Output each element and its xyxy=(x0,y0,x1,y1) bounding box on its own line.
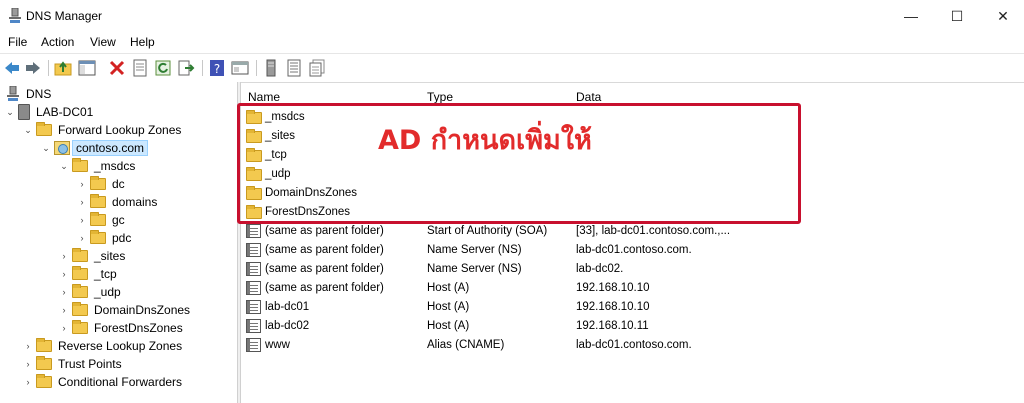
tree-item-tcp[interactable] xyxy=(58,265,117,283)
list-item[interactable] xyxy=(241,279,1024,298)
back-icon[interactable] xyxy=(3,59,21,77)
tree-item-label: dc xyxy=(112,177,125,191)
close-button[interactable]: ✕ xyxy=(997,7,1009,24)
tree-item-udp[interactable] xyxy=(58,283,121,301)
help-icon[interactable] xyxy=(208,59,226,77)
folder-icon xyxy=(72,286,88,298)
list-item-type: Host (A) xyxy=(427,301,470,313)
minimize-button[interactable]: — xyxy=(904,8,918,24)
chevron-right-icon[interactable]: › xyxy=(80,215,84,225)
chevron-right-icon[interactable]: › xyxy=(62,323,66,333)
folder-icon xyxy=(72,268,88,280)
tree-item-label: _msdcs xyxy=(94,159,136,173)
folder-icon xyxy=(90,232,106,244)
tree-item-lab-dc01[interactable] xyxy=(4,103,93,121)
tree-item-label: Reverse Lookup Zones xyxy=(58,339,183,353)
tree-item-label: contoso.com xyxy=(72,140,148,156)
chevron-right-icon[interactable]: › xyxy=(80,233,84,243)
tree-item-forward-lookup-zones[interactable] xyxy=(22,121,181,139)
dns-icon xyxy=(6,86,20,102)
list-item-name: (same as parent folder) xyxy=(265,282,384,294)
chevron-right-icon[interactable]: › xyxy=(26,341,30,351)
title-bar xyxy=(0,0,1024,32)
server-icon xyxy=(18,104,30,120)
tree-item-label: Forward Lookup Zones xyxy=(58,123,182,137)
column-header-data[interactable]: Data xyxy=(576,90,602,104)
list-item-name: _msdcs xyxy=(265,111,305,123)
list-item-name: lab-dc01 xyxy=(265,301,310,313)
window-title: DNS Manager xyxy=(26,9,103,23)
list-item-name: ForestDnsZones xyxy=(265,206,351,218)
tree-item-msdcs[interactable] xyxy=(58,157,135,175)
list-item[interactable] xyxy=(241,260,1024,279)
list-item-type: Name Server (NS) xyxy=(427,244,522,256)
folder-icon xyxy=(90,178,106,190)
record-icon xyxy=(246,319,261,333)
list-item-type: Host (A) xyxy=(427,282,470,294)
list-item-name: www xyxy=(265,339,290,351)
records-icon[interactable] xyxy=(308,59,326,77)
show-hide-tree-icon[interactable] xyxy=(78,59,96,77)
list-icon[interactable] xyxy=(285,59,303,77)
list-item[interactable] xyxy=(241,222,1024,241)
console-icon[interactable] xyxy=(231,59,249,77)
delete-icon[interactable] xyxy=(108,59,126,77)
tree-item-label: LAB-DC01 xyxy=(36,105,94,119)
tree-item-label: Trust Points xyxy=(58,357,122,371)
list-item[interactable] xyxy=(241,317,1024,336)
list-item-type: Host (A) xyxy=(427,320,470,332)
list-item-type: Name Server (NS) xyxy=(427,263,522,275)
list-item-name: _udp xyxy=(265,168,291,180)
folder-icon xyxy=(36,358,52,370)
dns-manager-app-icon xyxy=(8,8,22,24)
list-item-name: (same as parent folder) xyxy=(265,263,384,275)
chevron-right-icon[interactable]: › xyxy=(26,359,30,369)
list-item-type: Alias (CNAME) xyxy=(427,339,505,351)
list-item-data: 192.168.10.11 xyxy=(576,320,649,332)
toolbar xyxy=(0,53,1024,83)
tree-item-dns[interactable] xyxy=(6,85,51,103)
list-item-name: (same as parent folder) xyxy=(265,244,384,256)
menu-bar xyxy=(0,32,1024,52)
list-item[interactable] xyxy=(241,298,1024,317)
export-list-icon[interactable] xyxy=(177,59,195,77)
chevron-down-icon[interactable]: ⌄ xyxy=(6,106,14,117)
toolbar-separator xyxy=(202,60,203,76)
record-icon xyxy=(246,300,261,314)
tree-item-label: _tcp xyxy=(94,267,117,281)
list-item-data: lab-dc01.contoso.com. xyxy=(576,339,692,351)
record-icon xyxy=(246,243,261,257)
chevron-right-icon[interactable]: › xyxy=(26,377,30,387)
tree-item-label: _udp xyxy=(94,285,121,299)
list-item[interactable] xyxy=(241,336,1024,355)
tree-item-trust-points[interactable] xyxy=(22,355,122,373)
chevron-down-icon[interactable]: ⌄ xyxy=(60,160,68,171)
menu-help[interactable]: Help xyxy=(130,35,155,49)
chevron-right-icon[interactable]: › xyxy=(62,305,66,315)
maximize-button[interactable]: ☐ xyxy=(950,7,964,24)
chevron-right-icon[interactable]: › xyxy=(80,179,84,189)
console-tree xyxy=(0,82,237,403)
chevron-down-icon[interactable]: ⌄ xyxy=(42,142,50,153)
folder-icon xyxy=(36,340,52,352)
tree-item-label: ForestDnsZones xyxy=(94,321,183,335)
zone-icon xyxy=(54,141,70,155)
tree-item-label: _sites xyxy=(94,249,126,263)
menu-file[interactable]: File xyxy=(8,35,28,49)
chevron-right-icon[interactable]: › xyxy=(62,251,66,261)
tree-item-forestdnszones[interactable] xyxy=(58,319,183,337)
tree-item-domains[interactable] xyxy=(76,193,157,211)
list-item[interactable] xyxy=(241,241,1024,260)
refresh-icon[interactable] xyxy=(154,59,172,77)
folder-icon xyxy=(72,304,88,316)
tree-item-conditional-forwarders[interactable] xyxy=(22,373,182,391)
tree-item-contoso-com[interactable] xyxy=(40,139,148,157)
tree-item-pdc[interactable] xyxy=(76,229,131,247)
chevron-down-icon[interactable]: ⌄ xyxy=(24,124,32,135)
list-item-data: [33], lab-dc01.contoso.com.,... xyxy=(576,225,731,237)
list-item-name: DomainDnsZones xyxy=(265,187,358,199)
tree-item-label: Conditional Forwarders xyxy=(58,375,183,389)
list-item-type: Start of Authority (SOA) xyxy=(427,225,548,237)
folder-icon xyxy=(72,160,88,172)
list-item-name: (same as parent folder) xyxy=(265,225,384,237)
properties-icon[interactable] xyxy=(131,59,149,77)
record-icon xyxy=(246,262,261,276)
list-item-name: _sites xyxy=(265,130,296,142)
svg-text:?: ? xyxy=(213,62,221,76)
tree-item-domaindnszones[interactable] xyxy=(58,301,190,319)
folder-icon xyxy=(36,124,52,136)
menu-view[interactable]: View xyxy=(90,35,116,49)
list-item-name: lab-dc02 xyxy=(265,320,310,332)
toolbar-separator xyxy=(48,60,49,76)
up-folder-icon[interactable] xyxy=(54,59,72,77)
forward-icon[interactable] xyxy=(24,59,42,77)
folder-icon xyxy=(36,376,52,388)
folder-icon xyxy=(72,322,88,334)
list-item-data: lab-dc01.contoso.com. xyxy=(576,244,692,256)
tree-item-label: pdc xyxy=(112,231,132,245)
list-item-data: 192.168.10.10 xyxy=(576,301,650,313)
chevron-right-icon[interactable]: › xyxy=(62,269,66,279)
chevron-right-icon[interactable]: › xyxy=(80,197,84,207)
folder-icon xyxy=(72,250,88,262)
list-item-data: 192.168.10.10 xyxy=(576,282,650,294)
tree-item-dc[interactable] xyxy=(76,175,125,193)
menu-action[interactable]: Action xyxy=(41,35,75,49)
record-icon xyxy=(246,281,261,295)
column-header-type[interactable]: Type xyxy=(427,90,454,104)
tree-item-label: domains xyxy=(112,195,158,209)
tree-item-sites[interactable] xyxy=(58,247,125,265)
chevron-right-icon[interactable]: › xyxy=(62,287,66,297)
tree-item-label: DomainDnsZones xyxy=(94,303,191,317)
record-icon xyxy=(246,224,261,238)
tree-item-gc[interactable] xyxy=(76,211,125,229)
list-item-data: lab-dc02. xyxy=(576,263,624,275)
tree-item-label: DNS xyxy=(26,87,52,101)
folder-icon xyxy=(90,196,106,208)
tree-item-label: gc xyxy=(112,213,125,227)
record-icon xyxy=(246,338,261,352)
list-item-name: _tcp xyxy=(265,149,287,161)
folder-icon xyxy=(90,214,106,226)
toolbar-separator xyxy=(256,60,257,76)
server-icon[interactable] xyxy=(262,59,280,77)
tree-item-reverse-lookup-zones[interactable] xyxy=(22,337,182,355)
column-header-name[interactable]: Name xyxy=(248,90,281,104)
annotation-text: AD กำหนดเพิ่มให้ xyxy=(378,125,592,156)
